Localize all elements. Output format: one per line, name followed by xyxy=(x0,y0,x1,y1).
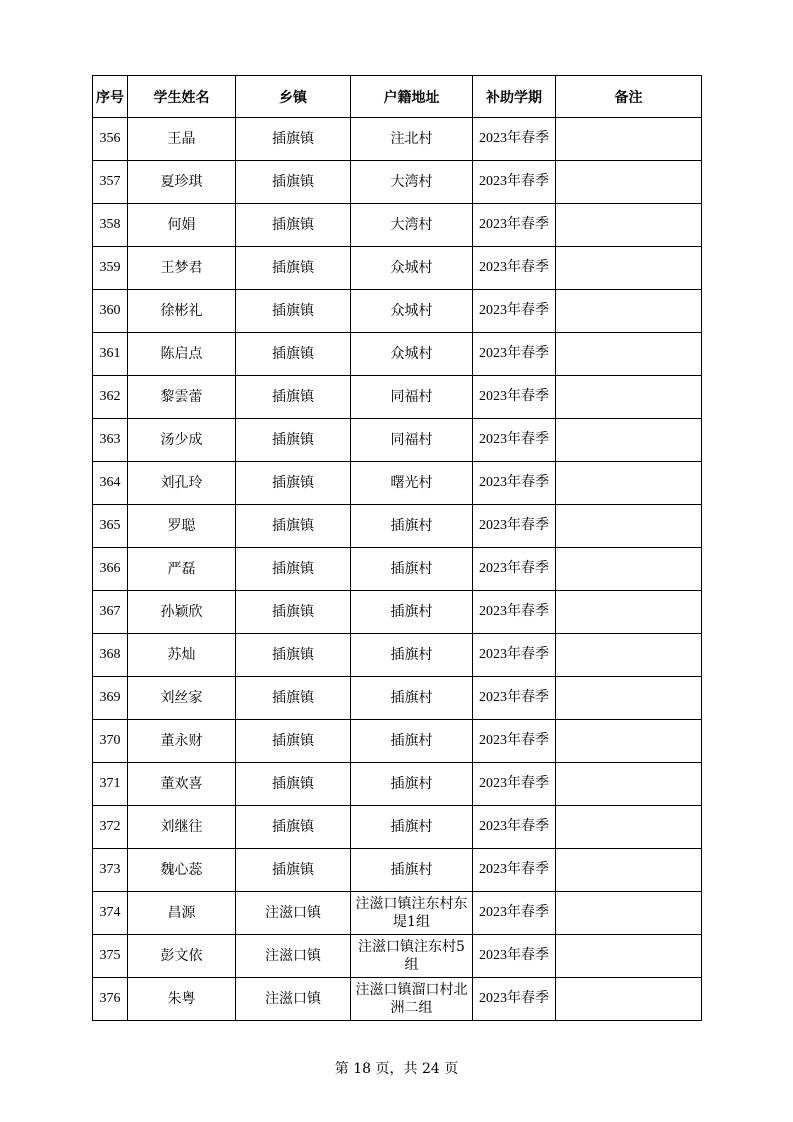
cell-address: 插旗村 xyxy=(351,548,473,591)
cell-student-name: 黎雲蕾 xyxy=(128,376,236,419)
cell-student-name: 罗聪 xyxy=(128,505,236,548)
cell-town: 插旗镇 xyxy=(236,720,351,763)
header-term: 补助学期 xyxy=(473,76,556,118)
table-row xyxy=(93,376,702,419)
cell-student-name: 王梦君 xyxy=(128,247,236,290)
cell-seq: 361 xyxy=(93,333,128,376)
cell-seq: 370 xyxy=(93,720,128,763)
cell-note xyxy=(556,677,702,720)
table-row xyxy=(93,290,702,333)
cell-note xyxy=(556,591,702,634)
cell-student-name: 刘丝家 xyxy=(128,677,236,720)
cell-town: 插旗镇 xyxy=(236,161,351,204)
table-row xyxy=(93,462,702,505)
header-seq: 序号 xyxy=(93,76,128,118)
cell-seq: 375 xyxy=(93,935,128,978)
page-footer: 第 18 页，共 24 页 xyxy=(334,1061,459,1077)
header-student-name: 学生姓名 xyxy=(128,76,236,118)
table-row xyxy=(93,935,702,978)
table-row xyxy=(93,849,702,892)
cell-note xyxy=(556,763,702,806)
cell-seq: 363 xyxy=(93,419,128,462)
cell-student-name: 苏灿 xyxy=(128,634,236,677)
table-row xyxy=(93,505,702,548)
cell-address: 注滋口镇注东村5组 xyxy=(351,935,473,978)
cell-address: 注北村 xyxy=(351,118,473,161)
cell-term: 2023年春季 xyxy=(473,376,556,419)
header-note: 备注 xyxy=(556,76,702,118)
table-row xyxy=(93,333,702,376)
table-row xyxy=(93,204,702,247)
cell-student-name: 董欢喜 xyxy=(128,763,236,806)
cell-address: 众城村 xyxy=(351,290,473,333)
table-row xyxy=(93,720,702,763)
cell-town: 插旗镇 xyxy=(236,376,351,419)
student-subsidy-table xyxy=(92,75,702,1021)
cell-seq: 364 xyxy=(93,462,128,505)
cell-address: 同福村 xyxy=(351,419,473,462)
cell-student-name: 董永财 xyxy=(128,720,236,763)
cell-town: 插旗镇 xyxy=(236,204,351,247)
cell-term: 2023年春季 xyxy=(473,591,556,634)
cell-note xyxy=(556,548,702,591)
table-body xyxy=(93,118,702,1021)
cell-address: 同福村 xyxy=(351,376,473,419)
table-row xyxy=(93,763,702,806)
cell-town: 插旗镇 xyxy=(236,333,351,376)
cell-note xyxy=(556,290,702,333)
cell-address: 插旗村 xyxy=(351,505,473,548)
cell-note xyxy=(556,634,702,677)
cell-seq: 360 xyxy=(93,290,128,333)
cell-address: 众城村 xyxy=(351,333,473,376)
cell-term: 2023年春季 xyxy=(473,806,556,849)
table-header-row xyxy=(93,76,702,118)
cell-note xyxy=(556,333,702,376)
cell-seq: 366 xyxy=(93,548,128,591)
cell-town: 注滋口镇 xyxy=(236,978,351,1021)
cell-address: 插旗村 xyxy=(351,806,473,849)
cell-seq: 371 xyxy=(93,763,128,806)
cell-town: 插旗镇 xyxy=(236,505,351,548)
cell-address: 插旗村 xyxy=(351,634,473,677)
cell-term: 2023年春季 xyxy=(473,634,556,677)
cell-term: 2023年春季 xyxy=(473,720,556,763)
cell-town: 插旗镇 xyxy=(236,462,351,505)
cell-seq: 376 xyxy=(93,978,128,1021)
cell-note xyxy=(556,247,702,290)
table-row xyxy=(93,161,702,204)
cell-seq: 367 xyxy=(93,591,128,634)
cell-town: 注滋口镇 xyxy=(236,935,351,978)
cell-address: 注滋口镇溜口村北洲二组 xyxy=(351,978,473,1021)
cell-town: 插旗镇 xyxy=(236,677,351,720)
table-row xyxy=(93,118,702,161)
cell-student-name: 刘继往 xyxy=(128,806,236,849)
cell-student-name: 夏珍琪 xyxy=(128,161,236,204)
cell-address: 插旗村 xyxy=(351,849,473,892)
cell-student-name: 王晶 xyxy=(128,118,236,161)
cell-seq: 357 xyxy=(93,161,128,204)
cell-term: 2023年春季 xyxy=(473,462,556,505)
cell-note xyxy=(556,978,702,1021)
cell-term: 2023年春季 xyxy=(473,763,556,806)
cell-note xyxy=(556,806,702,849)
header-town: 乡镇 xyxy=(236,76,351,118)
cell-address: 插旗村 xyxy=(351,720,473,763)
table-row xyxy=(93,634,702,677)
cell-term: 2023年春季 xyxy=(473,505,556,548)
cell-note xyxy=(556,935,702,978)
cell-note xyxy=(556,161,702,204)
cell-note xyxy=(556,849,702,892)
cell-term: 2023年春季 xyxy=(473,849,556,892)
table-row xyxy=(93,247,702,290)
cell-term: 2023年春季 xyxy=(473,935,556,978)
table-row xyxy=(93,591,702,634)
cell-student-name: 徐彬礼 xyxy=(128,290,236,333)
cell-seq: 369 xyxy=(93,677,128,720)
cell-seq: 368 xyxy=(93,634,128,677)
cell-term: 2023年春季 xyxy=(473,333,556,376)
cell-student-name: 陈启点 xyxy=(128,333,236,376)
cell-note xyxy=(556,118,702,161)
cell-student-name: 刘孔玲 xyxy=(128,462,236,505)
cell-seq: 372 xyxy=(93,806,128,849)
table-row xyxy=(93,806,702,849)
table-row xyxy=(93,978,702,1021)
cell-student-name: 严磊 xyxy=(128,548,236,591)
cell-seq: 374 xyxy=(93,892,128,935)
cell-student-name: 彭文依 xyxy=(128,935,236,978)
cell-seq: 373 xyxy=(93,849,128,892)
cell-student-name: 汤少成 xyxy=(128,419,236,462)
cell-student-name: 昌源 xyxy=(128,892,236,935)
cell-town: 插旗镇 xyxy=(236,419,351,462)
cell-note xyxy=(556,204,702,247)
cell-term: 2023年春季 xyxy=(473,548,556,591)
cell-seq: 358 xyxy=(93,204,128,247)
cell-term: 2023年春季 xyxy=(473,892,556,935)
table-row xyxy=(93,548,702,591)
cell-town: 插旗镇 xyxy=(236,247,351,290)
cell-address: 众城村 xyxy=(351,247,473,290)
cell-note xyxy=(556,376,702,419)
cell-note xyxy=(556,892,702,935)
cell-town: 插旗镇 xyxy=(236,763,351,806)
cell-term: 2023年春季 xyxy=(473,161,556,204)
cell-seq: 362 xyxy=(93,376,128,419)
cell-seq: 365 xyxy=(93,505,128,548)
cell-term: 2023年春季 xyxy=(473,419,556,462)
cell-address: 大湾村 xyxy=(351,204,473,247)
cell-student-name: 朱粤 xyxy=(128,978,236,1021)
cell-term: 2023年春季 xyxy=(473,204,556,247)
cell-town: 插旗镇 xyxy=(236,849,351,892)
cell-seq: 356 xyxy=(93,118,128,161)
cell-term: 2023年春季 xyxy=(473,290,556,333)
cell-town: 插旗镇 xyxy=(236,290,351,333)
cell-term: 2023年春季 xyxy=(473,118,556,161)
cell-address: 插旗村 xyxy=(351,591,473,634)
cell-address: 插旗村 xyxy=(351,677,473,720)
cell-student-name: 魏心蕊 xyxy=(128,849,236,892)
cell-term: 2023年春季 xyxy=(473,247,556,290)
cell-town: 插旗镇 xyxy=(236,591,351,634)
cell-address: 曙光村 xyxy=(351,462,473,505)
cell-student-name: 何娟 xyxy=(128,204,236,247)
table-row xyxy=(93,677,702,720)
cell-town: 插旗镇 xyxy=(236,548,351,591)
cell-student-name: 孙颖欣 xyxy=(128,591,236,634)
cell-note xyxy=(556,462,702,505)
cell-town: 插旗镇 xyxy=(236,634,351,677)
cell-town: 插旗镇 xyxy=(236,118,351,161)
cell-note xyxy=(556,720,702,763)
table-row xyxy=(93,892,702,935)
cell-note xyxy=(556,505,702,548)
cell-address: 注滋口镇注东村东堤1组 xyxy=(351,892,473,935)
header-address: 户籍地址 xyxy=(351,76,473,118)
cell-seq: 359 xyxy=(93,247,128,290)
cell-term: 2023年春季 xyxy=(473,978,556,1021)
cell-address: 插旗村 xyxy=(351,763,473,806)
table-row xyxy=(93,419,702,462)
cell-note xyxy=(556,419,702,462)
cell-address: 大湾村 xyxy=(351,161,473,204)
cell-town: 注滋口镇 xyxy=(236,892,351,935)
cell-town: 插旗镇 xyxy=(236,806,351,849)
cell-term: 2023年春季 xyxy=(473,677,556,720)
